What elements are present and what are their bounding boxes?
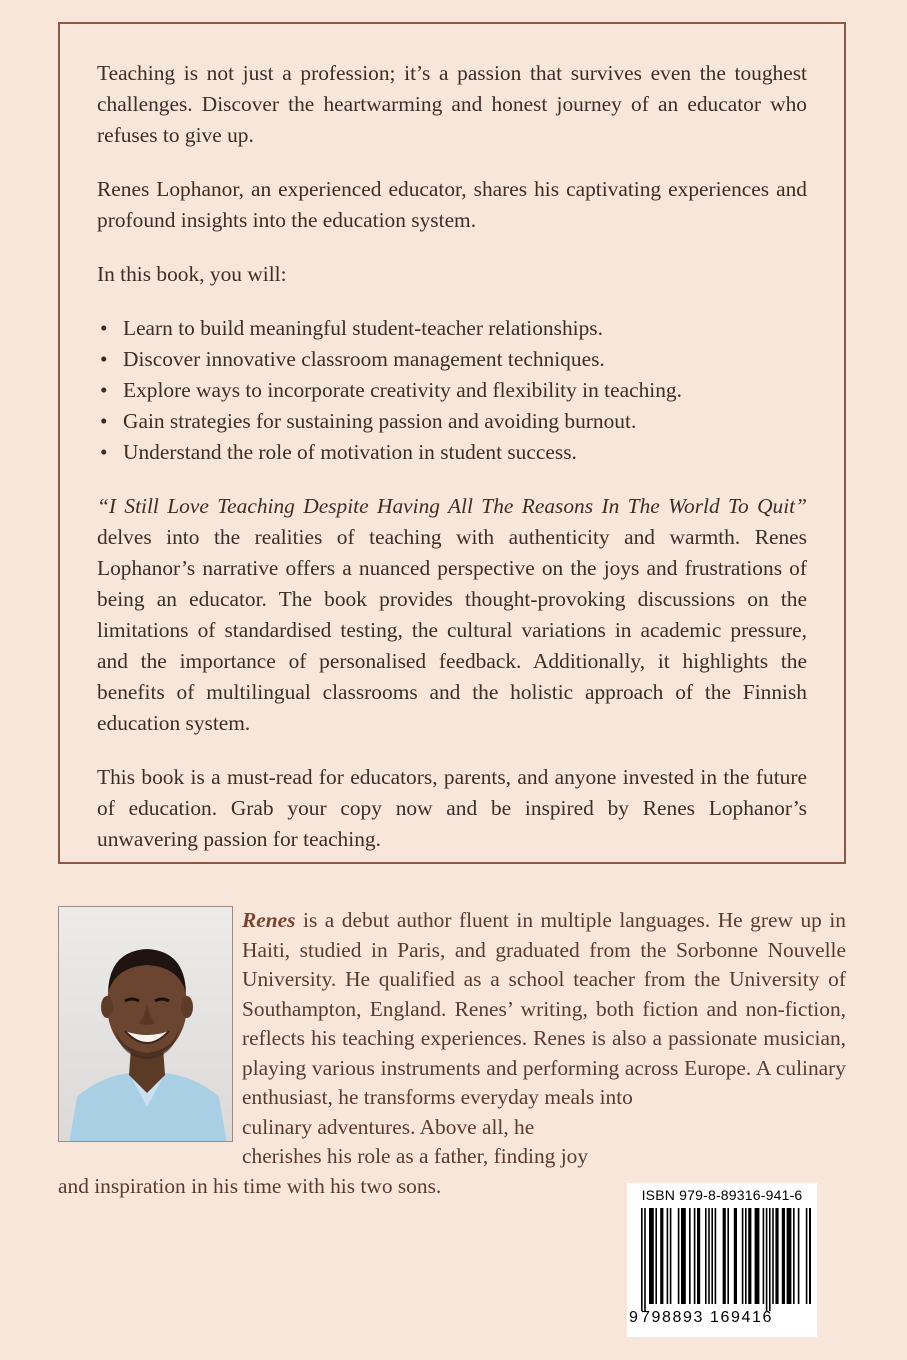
barcode-digits (629, 1309, 815, 1327)
bullet-icon: • (100, 378, 108, 402)
barcode-bar (806, 1208, 808, 1304)
barcode-bar (723, 1208, 726, 1304)
barcode-first-digit: 9 (629, 1309, 640, 1326)
author-name: Renes (242, 908, 296, 932)
book-title-quote: “I Still Love Teaching Despite Having All The Reasons In The World To Quit” (97, 494, 807, 518)
list-item (97, 375, 807, 406)
barcode-bar (734, 1208, 737, 1304)
bullet-icon: • (100, 347, 108, 371)
list-item (97, 344, 807, 375)
barcode-bar (793, 1208, 795, 1304)
bio-body: is a debut author fluent in multiple languages. He grew up in Haiti, studied in Paris, and graduated from the Sorbonne Nouvelle University. He qualified as a school teacher from the University of Southampton, England. Renes’ writing, both fiction and non-fiction, reflects his teaching experiences. Renes is also a passionate musician, playing various instruments and performing across Europe. A culinary enthusiast, he transforms everyday meals into (242, 908, 846, 1109)
bio-text-tail: culinary adventures. Above all, he cherishes his role as a father, finding joy and inspiration in his time with his two sons. (58, 1114, 589, 1198)
barcode-bar (670, 1208, 672, 1304)
barcode-bar (809, 1208, 811, 1304)
barcode-bar (705, 1208, 707, 1304)
barcode-bar (787, 1208, 792, 1304)
barcode-bar (782, 1208, 785, 1304)
barcode-bar (649, 1208, 654, 1304)
barcode-bar (742, 1208, 744, 1304)
blurb-text (97, 58, 807, 878)
barcode-bar (655, 1208, 657, 1304)
barcode-bar (763, 1208, 765, 1304)
bullet-text: Understand the role of motivation in student success. (123, 440, 577, 464)
isbn-label: ISBN 979-8-89316-941-6 (641, 1187, 803, 1203)
barcode-bar (681, 1208, 686, 1304)
blurb-closing: This book is a must-read for educators, parents, and anyone invested in the future of education. Grab your copy now and be inspired by Renes Lophanor’s unwavering passion for teaching. (97, 765, 807, 851)
barcode-bar (766, 1208, 768, 1311)
barcode-bar (772, 1208, 774, 1304)
barcode-bar (769, 1208, 771, 1311)
barcode-bar (727, 1208, 729, 1304)
bullet-list (97, 313, 807, 468)
blurb-intro: Teaching is not just a profession; it’s a passion that survives even the toughest challenges. Discover the heartwarming and honest journey of an educator who refuses to give up. (97, 61, 807, 147)
bullet-text: Learn to build meaningful student-teacher relationships. (123, 316, 603, 340)
barcode-bar (641, 1208, 643, 1311)
barcode-bar (667, 1208, 669, 1304)
barcode-digit-groups: 798893 169416 (641, 1309, 774, 1326)
bullet-icon: • (100, 409, 108, 433)
bullet-icon: • (100, 316, 108, 340)
barcode-bar (689, 1208, 691, 1304)
list-item (97, 406, 807, 437)
barcode-bar (644, 1208, 646, 1311)
barcode-bar (745, 1208, 747, 1304)
author-bio (58, 906, 846, 1201)
author-portrait-image (59, 907, 233, 1142)
barcode-bar (711, 1208, 713, 1304)
description-text: delves into the realities of teaching with authenticity and warmth. Renes Lophanor’s narrative offers a nuanced perspective on the joys and frustrations of being an educator. The book provides thought-provoking discussions on the limitations of standardised testing, the cultural variations in academic pressure, and the importance of personalised feedback. Additionally, it highlights the benefits of multilingual classrooms and the holistic approach of the Finnish education system. (97, 525, 807, 735)
bullet-text: Discover innovative classroom management techniques. (123, 347, 605, 371)
barcode-bar (748, 1208, 751, 1304)
barcode-bar (697, 1208, 700, 1304)
barcode-bar (755, 1208, 760, 1304)
barcode-bar (694, 1208, 696, 1304)
barcode-bar (775, 1208, 778, 1304)
barcode-bar (678, 1208, 680, 1304)
blurb-author-intro: Renes Lophanor, an experienced educator, shares his captivating experiences and profound insights into the education system. (97, 177, 807, 232)
bullet-icon: • (100, 440, 108, 464)
barcode-bars (635, 1208, 811, 1311)
bullet-text: Explore ways to incorporate creativity and flexibility in teaching. (123, 378, 682, 402)
list-item (97, 313, 807, 344)
bullet-text: Gain strategies for sustaining passion and avoiding burnout. (123, 409, 637, 433)
barcode-bar (708, 1208, 710, 1304)
author-photo (58, 906, 233, 1142)
isbn-barcode (627, 1183, 817, 1337)
barcode-bar (798, 1208, 800, 1304)
barcode-bar (715, 1208, 717, 1304)
barcode-bar (660, 1208, 663, 1304)
blurb-description (97, 491, 807, 739)
list-intro: In this book, you will: (97, 262, 287, 286)
list-item (97, 437, 807, 468)
